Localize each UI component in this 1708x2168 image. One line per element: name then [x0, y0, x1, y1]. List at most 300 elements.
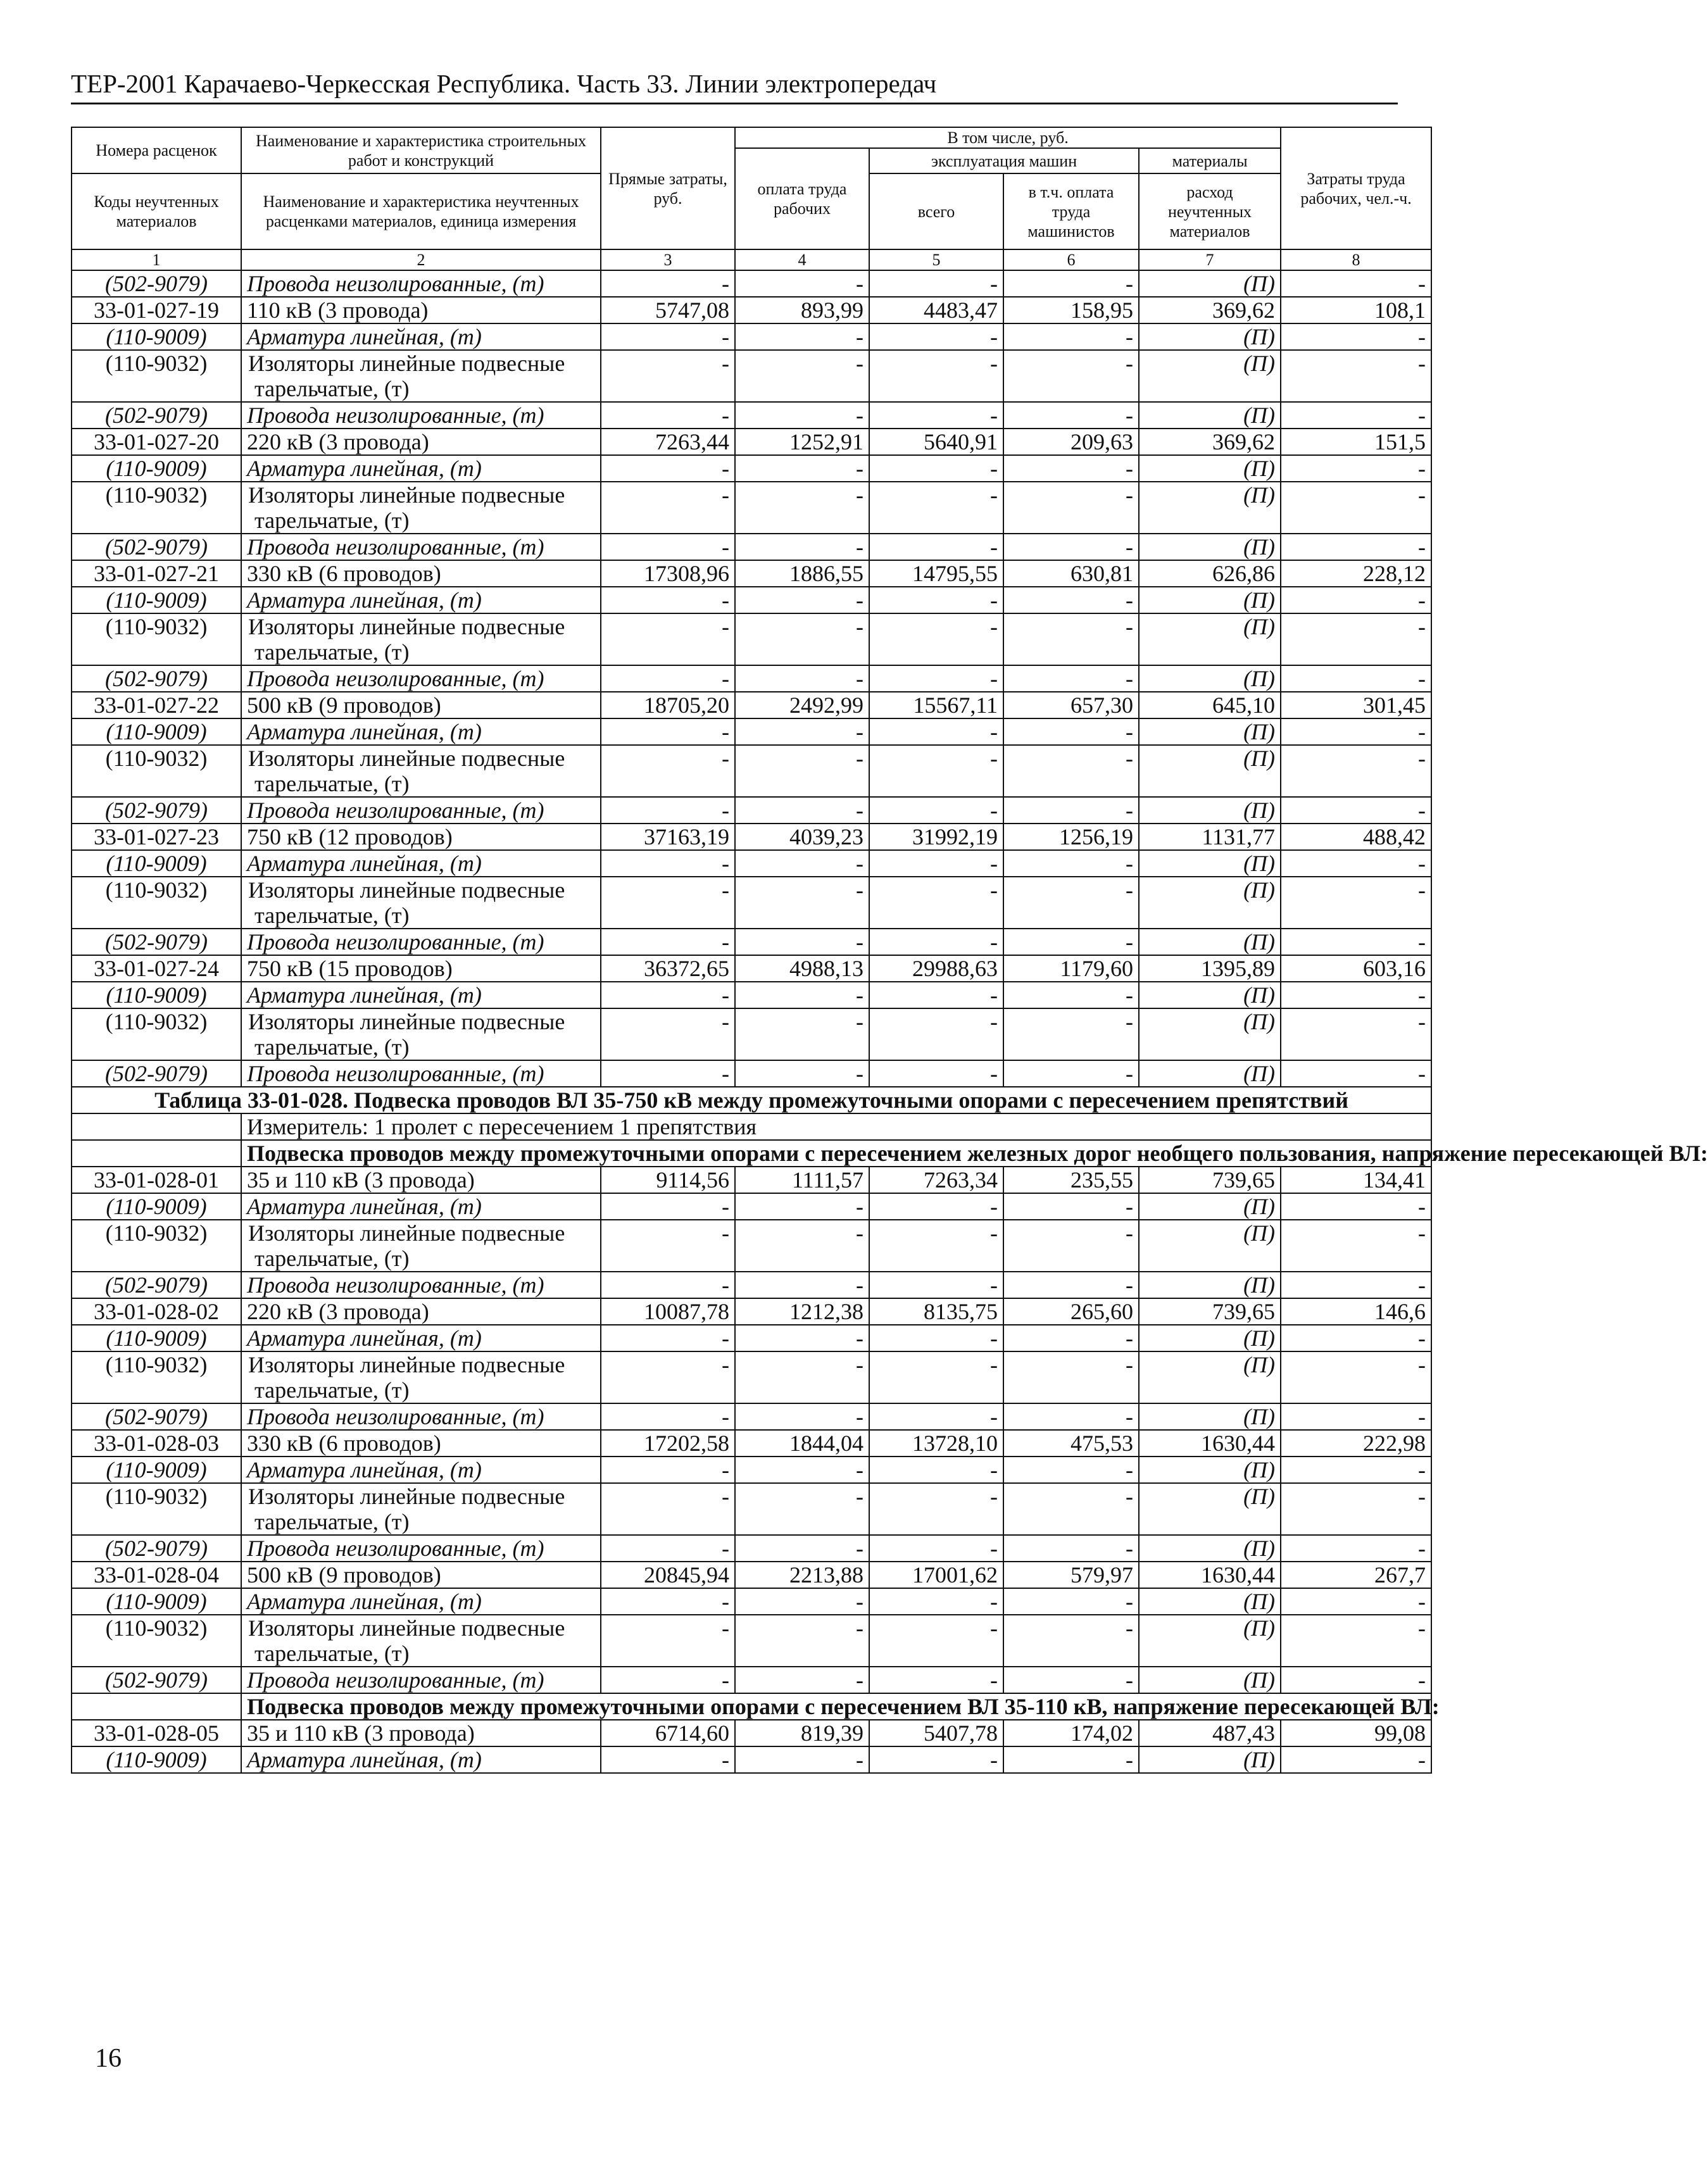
labor-hours-cell: -	[1281, 1535, 1431, 1562]
machines-total-cell: -	[869, 1351, 1003, 1403]
labor-hours-cell: 603,16	[1281, 955, 1431, 982]
materials-cell: (П)	[1139, 1008, 1281, 1060]
wages-cell: -	[735, 1667, 869, 1693]
direct-costs-cell: -	[601, 850, 735, 877]
code-cell: 33-01-028-05	[72, 1720, 241, 1746]
machines-total-cell: -	[869, 534, 1003, 560]
name-cell: Провода неизолированные, (т)	[241, 534, 601, 560]
code-cell: 33-01-027-23	[72, 824, 241, 850]
code-cell: 33-01-027-24	[72, 955, 241, 982]
wages-cell: -	[735, 1325, 869, 1351]
direct-costs-cell: 17202,58	[601, 1430, 735, 1457]
code-cell: 33-01-028-03	[72, 1430, 241, 1457]
header-col1-bottom: Коды неучтенных материалов	[72, 173, 241, 249]
material-row	[72, 1667, 1431, 1693]
code-cell: (110-9032)	[72, 350, 241, 402]
material-row	[72, 929, 1431, 955]
header-index: 4	[735, 249, 869, 270]
name-cell: Провода неизолированные, (т)	[241, 929, 601, 955]
labor-hours-cell: -	[1281, 1483, 1431, 1535]
materials-cell: 369,62	[1139, 297, 1281, 323]
labor-hours-cell: 108,1	[1281, 297, 1431, 323]
material-row	[72, 877, 1431, 929]
code-cell: (110-9009)	[72, 323, 241, 350]
machines-total-cell: -	[869, 1220, 1003, 1272]
machines-total-cell: -	[869, 1667, 1003, 1693]
header-index: 7	[1139, 249, 1281, 270]
materials-cell: (П)	[1139, 1351, 1281, 1403]
wages-cell: 2492,99	[735, 692, 869, 718]
machinist-wages-cell: -	[1003, 270, 1139, 297]
wages-cell: 4039,23	[735, 824, 869, 850]
labor-hours-cell: 488,42	[1281, 824, 1431, 850]
name-cell: 500 кВ (9 проводов)	[241, 1562, 601, 1588]
code-cell: 33-01-027-22	[72, 692, 241, 718]
wages-cell: -	[735, 1588, 869, 1615]
wages-cell: 1844,04	[735, 1430, 869, 1457]
code-cell: 33-01-028-04	[72, 1562, 241, 1588]
name-cell: 220 кВ (3 провода)	[241, 429, 601, 455]
name-cell: Изоляторы линейные подвесные тарельчатые, (т)	[241, 1351, 601, 1403]
materials-cell: (П)	[1139, 1667, 1281, 1693]
materials-cell: 1131,77	[1139, 824, 1281, 850]
code-cell: (110-9009)	[72, 1325, 241, 1351]
table-body-028-power-lines	[72, 1720, 1431, 1773]
materials-cell: (П)	[1139, 1483, 1281, 1535]
code-cell: (502-9079)	[72, 797, 241, 824]
wages-cell: -	[735, 797, 869, 824]
materials-cell: (П)	[1139, 929, 1281, 955]
machinist-wages-cell: -	[1003, 455, 1139, 482]
labor-hours-cell: 99,08	[1281, 1720, 1431, 1746]
machinist-wages-cell: -	[1003, 982, 1139, 1008]
machinist-wages-cell: -	[1003, 877, 1139, 929]
material-row	[72, 1272, 1431, 1298]
header-index: 1	[72, 249, 241, 270]
labor-hours-cell: 151,5	[1281, 429, 1431, 455]
machinist-wages-cell: -	[1003, 482, 1139, 534]
code-cell: (502-9079)	[72, 1060, 241, 1087]
wages-cell: 1252,91	[735, 429, 869, 455]
code-cell: (110-9032)	[72, 1483, 241, 1535]
machines-total-cell: 8135,75	[869, 1298, 1003, 1325]
name-cell: 35 и 110 кВ (3 провода)	[241, 1167, 601, 1193]
labor-hours-cell: -	[1281, 1193, 1431, 1220]
materials-cell: (П)	[1139, 665, 1281, 692]
direct-costs-cell: -	[601, 745, 735, 797]
wages-cell: -	[735, 534, 869, 560]
name-cell: Изоляторы линейные подвесные тарельчатые, (т)	[241, 1483, 601, 1535]
code-cell: (110-9032)	[72, 877, 241, 929]
name-cell: Провода неизолированные, (т)	[241, 1667, 601, 1693]
wages-cell: 1111,57	[735, 1167, 869, 1193]
name-cell: Арматура линейная, (т)	[241, 1325, 601, 1351]
material-row	[72, 1220, 1431, 1272]
name-cell: Провода неизолированные, (т)	[241, 1535, 601, 1562]
wages-cell: 1212,38	[735, 1298, 869, 1325]
machines-total-cell: 15567,11	[869, 692, 1003, 718]
materials-cell: (П)	[1139, 1060, 1281, 1087]
name-cell: 500 кВ (9 проводов)	[241, 692, 601, 718]
name-cell: Изоляторы линейные подвесные тарельчатые, (т)	[241, 482, 601, 534]
materials-cell: 645,10	[1139, 692, 1281, 718]
machines-total-cell: 7263,34	[869, 1167, 1003, 1193]
labor-hours-cell: 134,41	[1281, 1167, 1431, 1193]
code-cell: (110-9032)	[72, 482, 241, 534]
machines-total-cell: 14795,55	[869, 560, 1003, 587]
machines-total-cell: -	[869, 1008, 1003, 1060]
labor-hours-cell: -	[1281, 1588, 1431, 1615]
materials-cell: (П)	[1139, 613, 1281, 665]
machines-total-cell: -	[869, 587, 1003, 613]
name-cell: Арматура линейная, (т)	[241, 850, 601, 877]
machines-total-cell: -	[869, 1615, 1003, 1667]
labor-hours-cell: -	[1281, 929, 1431, 955]
machinist-wages-cell: -	[1003, 1615, 1139, 1667]
name-cell: Изоляторы линейные подвесные тарельчатые, (т)	[241, 613, 601, 665]
page-header: ТЕР-2001 Карачаево-Черкесская Республика. Часть 33. Линии электропередач	[71, 68, 1398, 104]
wages-cell: -	[735, 1403, 869, 1430]
labor-hours-cell: 301,45	[1281, 692, 1431, 718]
section-heading-power-lines: Подвеска проводов между промежуточными опорами с пересечением ВЛ 35-110 кВ, напряжение пересекающей ВЛ:	[241, 1693, 1431, 1720]
material-row	[72, 270, 1431, 297]
labor-hours-cell: 146,6	[1281, 1298, 1431, 1325]
labor-hours-cell: -	[1281, 1403, 1431, 1430]
direct-costs-cell: -	[601, 1008, 735, 1060]
direct-costs-cell: -	[601, 402, 735, 429]
material-row	[72, 665, 1431, 692]
wages-cell: -	[735, 1615, 869, 1667]
labor-hours-cell: -	[1281, 455, 1431, 482]
material-row	[72, 1325, 1431, 1351]
labor-hours-cell: -	[1281, 1272, 1431, 1298]
wages-cell: -	[735, 270, 869, 297]
material-row	[72, 797, 1431, 824]
name-cell: Провода неизолированные, (т)	[241, 270, 601, 297]
machinist-wages-cell: 158,95	[1003, 297, 1139, 323]
materials-cell: (П)	[1139, 877, 1281, 929]
machines-total-cell: -	[869, 1325, 1003, 1351]
labor-hours-cell: -	[1281, 482, 1431, 534]
wages-cell: -	[735, 665, 869, 692]
materials-cell: 487,43	[1139, 1720, 1281, 1746]
wages-cell: -	[735, 1746, 869, 1773]
table-body-027	[72, 270, 1431, 1087]
machines-total-cell: -	[869, 1272, 1003, 1298]
machinist-wages-cell: -	[1003, 323, 1139, 350]
wages-cell: -	[735, 1193, 869, 1220]
name-cell: Арматура линейная, (т)	[241, 1457, 601, 1483]
code-cell: (502-9079)	[72, 534, 241, 560]
material-row	[72, 1535, 1431, 1562]
machinist-wages-cell: -	[1003, 1193, 1139, 1220]
direct-costs-cell: 10087,78	[601, 1298, 735, 1325]
code-cell: (110-9032)	[72, 1008, 241, 1060]
material-row	[72, 1060, 1431, 1087]
direct-costs-cell: -	[601, 350, 735, 402]
code-cell: (502-9079)	[72, 1272, 241, 1298]
direct-costs-cell: -	[601, 1667, 735, 1693]
labor-hours-cell: -	[1281, 1615, 1431, 1667]
machines-total-cell: -	[869, 1483, 1003, 1535]
machines-total-cell: -	[869, 1535, 1003, 1562]
name-cell: Арматура линейная, (т)	[241, 982, 601, 1008]
machinist-wages-cell: -	[1003, 1325, 1139, 1351]
rate-row	[72, 1562, 1431, 1588]
material-row	[72, 402, 1431, 429]
direct-costs-cell: -	[601, 482, 735, 534]
material-row	[72, 745, 1431, 797]
name-cell: Арматура линейная, (т)	[241, 323, 601, 350]
code-cell: 33-01-028-01	[72, 1167, 241, 1193]
materials-cell: (П)	[1139, 797, 1281, 824]
labor-hours-cell: -	[1281, 877, 1431, 929]
name-cell: 110 кВ (3 провода)	[241, 297, 601, 323]
machines-total-cell: -	[869, 1193, 1003, 1220]
wages-cell: 819,39	[735, 1720, 869, 1746]
labor-hours-cell: -	[1281, 613, 1431, 665]
wages-cell: -	[735, 323, 869, 350]
material-row	[72, 1588, 1431, 1615]
code-cell: (110-9009)	[72, 587, 241, 613]
direct-costs-cell: -	[601, 665, 735, 692]
material-row	[72, 350, 1431, 402]
wages-cell: 1886,55	[735, 560, 869, 587]
machinist-wages-cell: -	[1003, 929, 1139, 955]
materials-cell: (П)	[1139, 1325, 1281, 1351]
materials-cell: (П)	[1139, 455, 1281, 482]
material-row	[72, 1483, 1431, 1535]
header-index: 2	[241, 249, 601, 270]
materials-cell: (П)	[1139, 587, 1281, 613]
direct-costs-cell: 9114,56	[601, 1167, 735, 1193]
material-row	[72, 455, 1431, 482]
machinist-wages-cell: 475,53	[1003, 1430, 1139, 1457]
code-cell: (110-9032)	[72, 745, 241, 797]
machinist-wages-cell: -	[1003, 1535, 1139, 1562]
materials-cell: (П)	[1139, 323, 1281, 350]
code-cell: (502-9079)	[72, 929, 241, 955]
header-col2-top: Наименование и характеристика строительных работ и конструкций	[241, 127, 601, 173]
name-cell: Изоляторы линейные подвесные тарельчатые, (т)	[241, 1220, 601, 1272]
rate-row	[72, 560, 1431, 587]
table-title: Таблица 33-01-028. Подвеска проводов ВЛ 35-750 кВ между промежуточными опорами с пересечением препятствий	[72, 1087, 1431, 1113]
machines-total-cell: -	[869, 797, 1003, 824]
material-row	[72, 482, 1431, 534]
labor-hours-cell: -	[1281, 1351, 1431, 1403]
code-cell: (110-9009)	[72, 1457, 241, 1483]
materials-cell: (П)	[1139, 402, 1281, 429]
direct-costs-cell: -	[601, 1060, 735, 1087]
machines-total-cell: 13728,10	[869, 1430, 1003, 1457]
materials-cell: 626,86	[1139, 560, 1281, 587]
direct-costs-cell: -	[601, 1351, 735, 1403]
name-cell: Изоляторы линейные подвесные тарельчатые, (т)	[241, 1008, 601, 1060]
labor-hours-cell: -	[1281, 1008, 1431, 1060]
machinist-wages-cell: -	[1003, 587, 1139, 613]
labor-hours-cell: -	[1281, 1667, 1431, 1693]
name-cell: Изоляторы линейные подвесные тарельчатые, (т)	[241, 745, 601, 797]
code-cell: (502-9079)	[72, 1667, 241, 1693]
machinist-wages-cell: 1256,19	[1003, 824, 1139, 850]
header-col8: Затраты труда рабочих, чел.-ч.	[1281, 127, 1431, 249]
direct-costs-cell: -	[601, 1193, 735, 1220]
machinist-wages-cell: 657,30	[1003, 692, 1139, 718]
rate-row	[72, 1430, 1431, 1457]
machines-total-cell: -	[869, 877, 1003, 929]
direct-costs-cell: -	[601, 323, 735, 350]
machinist-wages-cell: -	[1003, 534, 1139, 560]
materials-cell: 739,65	[1139, 1298, 1281, 1325]
materials-cell: (П)	[1139, 482, 1281, 534]
direct-costs-cell: -	[601, 1325, 735, 1351]
code-cell: 33-01-027-19	[72, 297, 241, 323]
labor-hours-cell: -	[1281, 270, 1431, 297]
name-cell: 330 кВ (6 проводов)	[241, 560, 601, 587]
code-cell: (502-9079)	[72, 665, 241, 692]
materials-cell: (П)	[1139, 1403, 1281, 1430]
machinist-wages-cell: -	[1003, 665, 1139, 692]
materials-cell: (П)	[1139, 350, 1281, 402]
name-cell: Арматура линейная, (т)	[241, 1746, 601, 1773]
materials-cell: (П)	[1139, 1588, 1281, 1615]
code-cell: (502-9079)	[72, 402, 241, 429]
material-row	[72, 1746, 1431, 1773]
direct-costs-cell: 36372,65	[601, 955, 735, 982]
direct-costs-cell: 18705,20	[601, 692, 735, 718]
machines-total-cell: 5407,78	[869, 1720, 1003, 1746]
code-cell: (110-9032)	[72, 1615, 241, 1667]
direct-costs-cell: -	[601, 929, 735, 955]
direct-costs-cell: -	[601, 1483, 735, 1535]
machines-total-cell: -	[869, 850, 1003, 877]
machinist-wages-cell: 174,02	[1003, 1720, 1139, 1746]
material-row	[72, 1615, 1431, 1667]
rate-row	[72, 1167, 1431, 1193]
labor-hours-cell: 222,98	[1281, 1430, 1431, 1457]
machines-total-cell: 5640,91	[869, 429, 1003, 455]
wages-cell: -	[735, 1483, 869, 1535]
labor-hours-cell: -	[1281, 350, 1431, 402]
name-cell: Арматура линейная, (т)	[241, 587, 601, 613]
direct-costs-cell: -	[601, 1746, 735, 1773]
name-cell: 750 кВ (15 проводов)	[241, 955, 601, 982]
material-row	[72, 323, 1431, 350]
direct-costs-cell: 17308,96	[601, 560, 735, 587]
labor-hours-cell: -	[1281, 587, 1431, 613]
direct-costs-cell: -	[601, 1588, 735, 1615]
wages-cell: 893,99	[735, 297, 869, 323]
machines-total-cell: -	[869, 482, 1003, 534]
code-cell: (110-9009)	[72, 850, 241, 877]
rate-row	[72, 955, 1431, 982]
name-cell: Арматура линейная, (т)	[241, 1193, 601, 1220]
table-028-heading	[72, 1087, 1708, 1167]
machines-total-cell: -	[869, 982, 1003, 1008]
code-cell: 33-01-027-20	[72, 429, 241, 455]
code-cell: (110-9009)	[72, 1193, 241, 1220]
name-cell: Провода неизолированные, (т)	[241, 797, 601, 824]
direct-costs-cell: -	[601, 587, 735, 613]
direct-costs-cell: -	[601, 1615, 735, 1667]
machines-total-cell: -	[869, 718, 1003, 745]
direct-costs-cell: -	[601, 1220, 735, 1272]
materials-cell: (П)	[1139, 1746, 1281, 1773]
material-row	[72, 587, 1431, 613]
rate-row	[72, 429, 1431, 455]
header-index: 5	[869, 249, 1003, 270]
direct-costs-cell: -	[601, 534, 735, 560]
rate-row	[72, 297, 1431, 323]
materials-cell: 369,62	[1139, 429, 1281, 455]
material-row	[72, 1008, 1431, 1060]
machines-total-cell: -	[869, 402, 1003, 429]
material-row	[72, 534, 1431, 560]
machinist-wages-cell: 579,97	[1003, 1562, 1139, 1588]
machines-total-cell: -	[869, 665, 1003, 692]
materials-cell: 739,65	[1139, 1167, 1281, 1193]
meter-text: Измеритель: 1 пролет с пересечением 1 препятствия	[241, 1113, 1431, 1140]
code-cell: (110-9009)	[72, 455, 241, 482]
materials-cell: 1395,89	[1139, 955, 1281, 982]
code-cell: (110-9032)	[72, 613, 241, 665]
materials-cell: (П)	[1139, 1272, 1281, 1298]
machines-total-cell: 29988,63	[869, 955, 1003, 982]
wages-cell: -	[735, 850, 869, 877]
header-col1-top: Номера расценок	[72, 127, 241, 173]
direct-costs-cell: -	[601, 797, 735, 824]
direct-costs-cell: -	[601, 455, 735, 482]
wages-cell: -	[735, 455, 869, 482]
name-cell: Изоляторы линейные подвесные тарельчатые, (т)	[241, 350, 601, 402]
machines-total-cell: 17001,62	[869, 1562, 1003, 1588]
material-row	[72, 1351, 1431, 1403]
direct-costs-cell: -	[601, 1403, 735, 1430]
labor-hours-cell: 228,12	[1281, 560, 1431, 587]
labor-hours-cell: -	[1281, 1060, 1431, 1087]
materials-cell: (П)	[1139, 1457, 1281, 1483]
machines-total-cell: -	[869, 1588, 1003, 1615]
material-row	[72, 613, 1431, 665]
labor-hours-cell: -	[1281, 850, 1431, 877]
page-number: 16	[95, 2044, 122, 2073]
materials-cell: (П)	[1139, 718, 1281, 745]
direct-costs-cell: 7263,44	[601, 429, 735, 455]
header-col2-bottom: Наименование и характеристика неучтенных расценками материалов, единица измерения	[241, 173, 601, 249]
header-col7: расход неучтенных материалов	[1139, 173, 1281, 249]
code-cell: 33-01-028-02	[72, 1298, 241, 1325]
name-cell: 35 и 110 кВ (3 провода)	[241, 1720, 601, 1746]
machines-total-cell: -	[869, 270, 1003, 297]
labor-hours-cell: -	[1281, 323, 1431, 350]
materials-cell: 1630,44	[1139, 1562, 1281, 1588]
code-cell: 33-01-027-21	[72, 560, 241, 587]
machinist-wages-cell: -	[1003, 1272, 1139, 1298]
direct-costs-cell: -	[601, 1272, 735, 1298]
code-cell: (110-9009)	[72, 982, 241, 1008]
name-cell: Изоляторы линейные подвесные тарельчатые, (т)	[241, 1615, 601, 1667]
machinist-wages-cell: -	[1003, 1060, 1139, 1087]
machinist-wages-cell: -	[1003, 797, 1139, 824]
machinist-wages-cell: -	[1003, 1403, 1139, 1430]
header-index: 6	[1003, 249, 1139, 270]
machinist-wages-cell: 265,60	[1003, 1298, 1139, 1325]
labor-hours-cell: -	[1281, 982, 1431, 1008]
machinist-wages-cell: -	[1003, 402, 1139, 429]
header-group: В том числе, руб.	[735, 127, 1281, 148]
machines-total-cell: 31992,19	[869, 824, 1003, 850]
labor-hours-cell: -	[1281, 1325, 1431, 1351]
